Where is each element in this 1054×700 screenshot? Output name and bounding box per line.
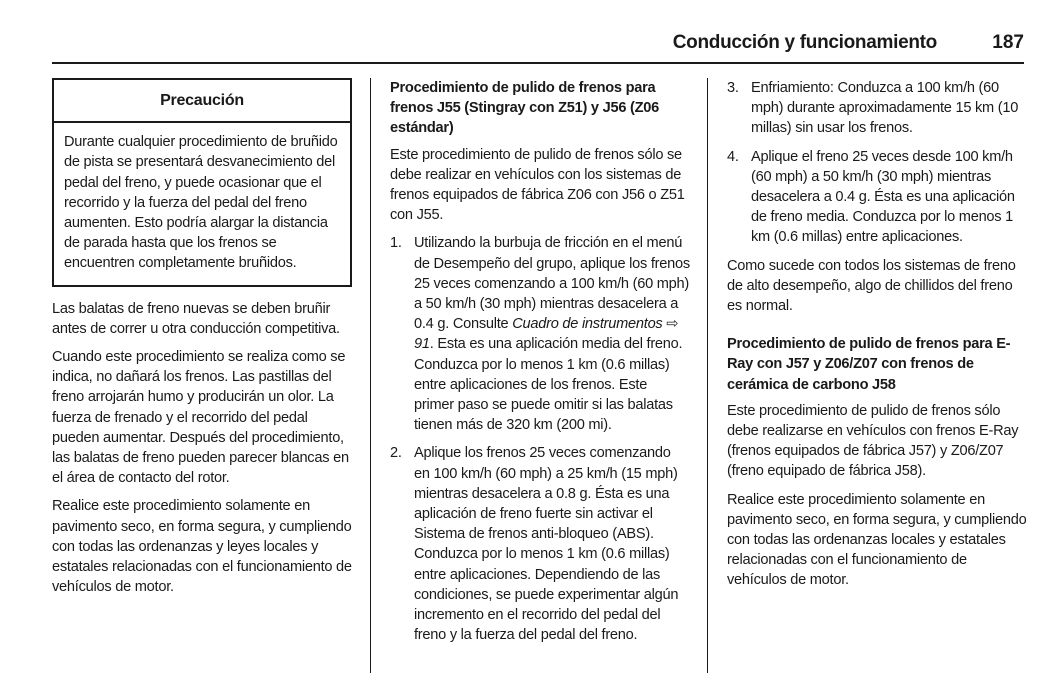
- paragraph-procedure-intro: Este procedimiento de pulido de frenos sólo se debe realizar en vehículos con los sistemas de frenos equipados de fábrica Z06 con J56 o Z51 con J55.: [390, 146, 685, 224]
- column-right: [727, 78, 1027, 599]
- paragraph-safety-notice: Realice este procedimiento solamente en pavimento seco, en forma segura, y cumpliendo con todas las ordenanzas y leyes locales y estatales relacionadas con el funcionamiento de vehículos de motor.: [52, 498, 352, 596]
- page-number: 187: [992, 32, 1024, 53]
- step-3: [727, 78, 1027, 139]
- column-divider-1: [370, 78, 371, 673]
- step-text: Aplique el freno 25 veces desde 100 km/h (60 mph) a 50 km/h (30 mph) mientras desacelera a 0.4 g. Ésta es una aplicación de freno media. Conduzca por lo menos 1 km (0.6 millas) entre aplicaciones.: [751, 148, 1015, 246]
- procedure-title-eray: Procedimiento de pulido de frenos para E-Ray con J57 y Z06/Z07 con frenos de cerámica de carbono J58: [727, 336, 1011, 393]
- page-header: [52, 30, 1024, 64]
- step-text-continued: . Esta es una aplicación media del freno. Conduzca por lo menos 1 km (0.6 millas) entre aplicaciones de los frenos. Este primer paso se puede omitir si las balatas tienen más de 320 km (200 mi).: [414, 336, 683, 434]
- paragraph-brake-squeal: Como sucede con todos los sistemas de freno de alto desempeño, algo de chillidos del freno es normal.: [727, 257, 1016, 315]
- step-2: [390, 443, 690, 645]
- caution-box: [52, 78, 352, 287]
- paragraph-procedure-effects: Cuando este procedimiento se realiza como se indica, no dañará los frenos. Las pastillas del freno arrojarán humo y producirán un olor. La fuerza de frenado y el recorrido del pedal pueden aumentar. Después del procedimiento, las balatas de freno pueden parecer blancas en el área de contacto del rotor.: [52, 349, 349, 487]
- step-1: [390, 233, 690, 435]
- step-text: Aplique los frenos 25 veces comenzando en 100 km/h (60 mph) a 25 km/h (15 mph) mientras desacelera a 0.8 g. Ésta es una aplicación de freno fuerte sin activar el Sistema de frenos anti-bloqueo (ABS). Conduzca por lo menos 1 km (0.6 millas) entre aplicaciones. Dependiendo de las condiciones, se puede experimentar algún incremento en el recorrido del pedal del freno y la fuerza del pedal del freno.: [414, 445, 679, 644]
- column-middle: [390, 78, 690, 653]
- cross-reference-page[interactable]: 91: [414, 336, 430, 353]
- step-number: 4.: [727, 148, 739, 165]
- step-text: Utilizando la burbuja de fricción en el menú de Desempeño del grupo, aplique los frenos 25 veces comenzando a 100 km/h (60 mph) a 50 km/h (30 mph) mientras desacelera a 0.4 g. Consulte: [414, 235, 690, 333]
- cross-reference-title[interactable]: Cuadro de instrumentos: [512, 316, 663, 333]
- procedure-steps-continued: [727, 78, 1027, 248]
- step-number: 3.: [727, 80, 739, 96]
- procedure-title-j55-j56: Procedimiento de pulido de frenos para frenos J55 (Stingray con Z51) y J56 (Z06 estándar): [390, 80, 660, 137]
- caution-title: Precaución: [54, 80, 350, 123]
- column-left: [52, 78, 352, 605]
- page-reference-arrow-icon: ⇨: [666, 316, 679, 333]
- step-4: [727, 147, 1027, 248]
- paragraph-eray-intro: Este procedimiento de pulido de frenos sólo debe realizarse en vehículos con frenos E-Ray (frenos equipados de fábrica J57) y Z06/Z07 (freno equipado de fábrica J58).: [727, 402, 1019, 480]
- caution-body: Durante cualquier procedimiento de bruñido de pista se presentará desvanecimiento del pedal del freno, y puede ocasionar que el recorrido y la fuerza del pedal del freno aumenten. Esto podría alargar la distancia de parada hasta que los frenos se encuentren completamente bruñidos.: [64, 134, 338, 272]
- step-number: 2.: [390, 445, 402, 462]
- paragraph-eray-safety: Realice este procedimiento solamente en pavimento seco, en forma segura, y cumpliendo con todas las ordenanzas locales y estatales relacionadas con el funcionamiento de vehículos de motor.: [727, 491, 1027, 589]
- section-title: Conducción y funcionamiento: [672, 32, 937, 53]
- paragraph-new-pads: Las balatas de freno nuevas se deben bruñir antes de correr u otra conducción competitiva.: [52, 300, 340, 337]
- step-text: Enfriamiento: Conduzca a 100 km/h (60 mph) durante aproximadamente 15 km (10 millas) sin usar los frenos.: [751, 80, 1019, 137]
- column-divider-2: [707, 78, 708, 673]
- step-number: 1.: [390, 235, 402, 252]
- procedure-steps: [390, 233, 690, 645]
